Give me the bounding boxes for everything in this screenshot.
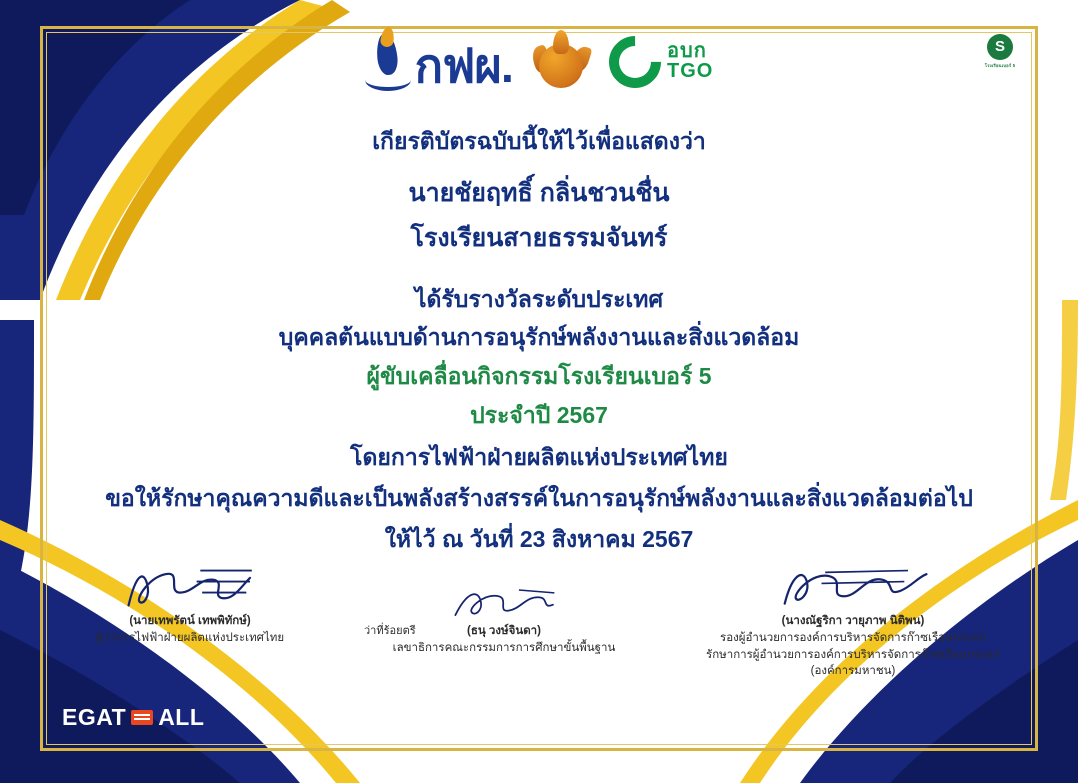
signature-title-1: ผู้ว่าการไฟฟ้าฝ่ายผลิตแห่งประเทศไทย xyxy=(95,632,285,644)
handwritten-signature-icon xyxy=(770,565,936,611)
tgo-c-mark-icon xyxy=(598,25,672,99)
footer-logo-left: EGAT xyxy=(62,704,127,730)
badge-caption: โรงเรียนเบอร์ 5 xyxy=(984,63,1016,68)
award-year: ประจำปี 2567 xyxy=(470,401,608,428)
intro-line: เกียรติบัตรฉบับนี้ให้ไว้เพื่อแสดงว่า xyxy=(372,128,706,154)
tgo-logo xyxy=(609,36,713,88)
egat-for-all-logo xyxy=(62,704,204,731)
logo-row xyxy=(0,30,1078,94)
wish-line: ขอให้รักษาคุณความดีและเป็นพลังสร้างสรรค์ในการอนุรักษ์พลังงานและสิ่งแวดล้อมต่อไป xyxy=(105,484,973,511)
signature-title-3c: (องค์การมหาชน) xyxy=(810,665,896,678)
tgo-wordmark xyxy=(667,42,713,81)
green-school-badge-icon xyxy=(978,34,1022,84)
badge-letter: S xyxy=(987,34,1013,60)
signature-block-1 xyxy=(60,565,320,647)
tgo-line-2: TGO xyxy=(667,60,714,82)
signature-block-2 xyxy=(354,587,654,657)
signature-name-2: (ธนุ วงษ์จินดา) xyxy=(467,625,541,637)
egat-flame-logo-icon xyxy=(365,31,411,93)
signature-name-3: (นางณัฐริกา วายุภาพ นิติพน) xyxy=(781,615,925,627)
tgo-line-1: อบก xyxy=(667,40,707,63)
egat-wordmark: กฟผ. xyxy=(414,39,513,92)
date-line: ให้ไว้ ณ วันที่ 23 สิงหาคม 2567 xyxy=(384,525,694,552)
award-line: ได้รับรางวัลระดับประเทศ xyxy=(414,285,664,312)
granted-by-line: โดยการไฟฟ้าฝ่ายผลิตแห่งประเทศไทย xyxy=(350,444,728,471)
signature-prefix-2: ว่าที่ร้อยตรี xyxy=(364,625,416,637)
award-role: ผู้ขับเคลื่อนกิจกรรมโรงเรียนเบอร์ 5 xyxy=(366,362,712,389)
signature-title-2: เลขาธิการคณะกรรมการการศึกษาขั้นพื้นฐาน xyxy=(392,642,616,654)
signature-row xyxy=(60,565,1018,680)
handwritten-signature-icon xyxy=(112,565,268,611)
egat-logo xyxy=(365,31,513,93)
school-name: โรงเรียนสายธรรมจันทร์ xyxy=(410,224,668,253)
signature-title-3b: รักษาการผู้อำนวยการองค์การบริหารจัดการก๊าซเรือนกระจก xyxy=(706,648,1000,661)
handwritten-signature-icon xyxy=(445,587,563,621)
egat-box-mark-icon xyxy=(131,710,153,725)
signature-name-1: (นายเทพรัตน์ เทพพิทักษ์) xyxy=(129,615,251,627)
signature-title-3: รองผู้อำนวยการองค์การบริหารจัดการก๊าซเรือนกระจก xyxy=(720,632,986,644)
recipient-name: นายชัยฤทธิ์ กลิ่นชวนชื่น xyxy=(408,178,670,207)
certificate-body xyxy=(70,125,1008,555)
footer-logo-right: ALL xyxy=(158,704,205,730)
ministry-garuda-seal-icon xyxy=(535,30,587,94)
signature-block-3 xyxy=(688,565,1018,680)
award-category: บุคคลต้นแบบด้านการอนุรักษ์พลังงานและสิ่งแวดล้อม xyxy=(278,324,800,351)
